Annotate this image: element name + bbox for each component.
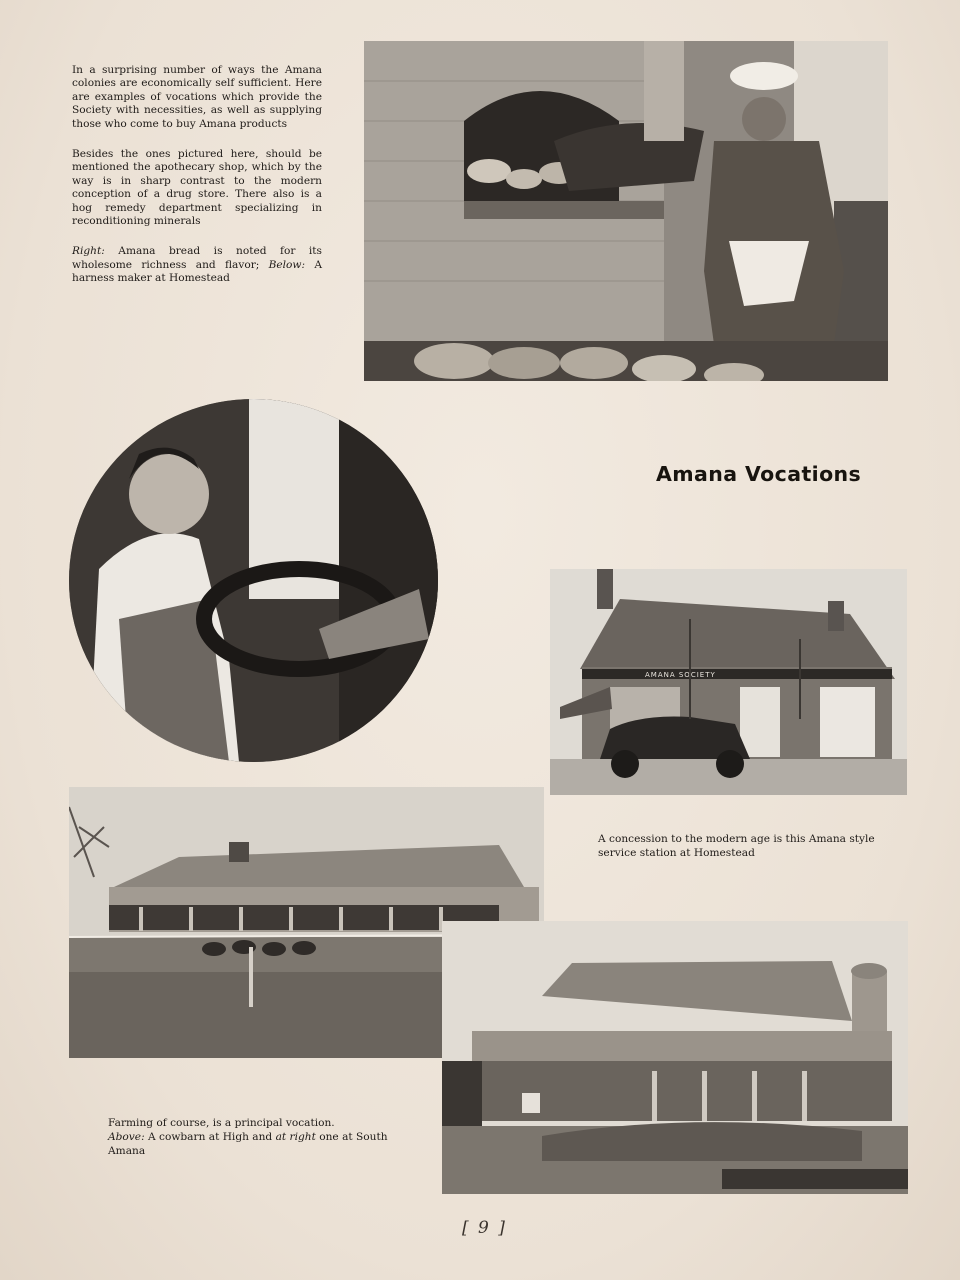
intro-paragraph-2: Besides the ones pictured here, should be mentioned the apothecary shop, which by the way is in sharp contrast to the modern conception of a drug store. There also is a hog remedy department specializing in reconditioning minerals <box>72 148 322 228</box>
caption-right-text: Amana bread is noted for its wholesome richness and flavor; <box>72 245 322 271</box>
farming-at-right-text: one at South Amana <box>108 1131 388 1157</box>
bread-harness-caption <box>72 245 322 285</box>
farming-above-text: A cowbarn at High and <box>144 1131 276 1143</box>
station-signage: AMANA SOCIETY <box>645 671 716 679</box>
caption-right-label: Right: <box>72 245 105 258</box>
page-title: Amana Vocations <box>656 462 862 486</box>
intro-paragraph-1: In a surprising number of ways the Amana colonies are economically self sufficient. Here are examples of vocations which provide the Society with necessities, as well as supplying those who come to buy Amana products <box>72 64 322 130</box>
farming-above-label: Above: <box>108 1131 145 1143</box>
service-station-caption: A concession to the modern age is this Amana style service station at Homestead <box>598 833 875 859</box>
barn-south-amana-photo <box>442 921 908 1194</box>
service-station-photo <box>550 569 907 795</box>
caption-below-label: Below: <box>268 258 306 271</box>
farming-caption <box>108 1116 408 1158</box>
caption-below-text: A harness maker at Homestead <box>72 258 322 285</box>
farming-at-right-label: at right <box>275 1131 316 1143</box>
page-number: [ 9 ] <box>462 1218 507 1238</box>
baker-photo <box>364 41 888 381</box>
intro-text <box>72 64 322 303</box>
harness-maker-photo <box>69 399 438 762</box>
farming-caption-line1: Farming of course, is a principal vocation. <box>108 1117 335 1129</box>
